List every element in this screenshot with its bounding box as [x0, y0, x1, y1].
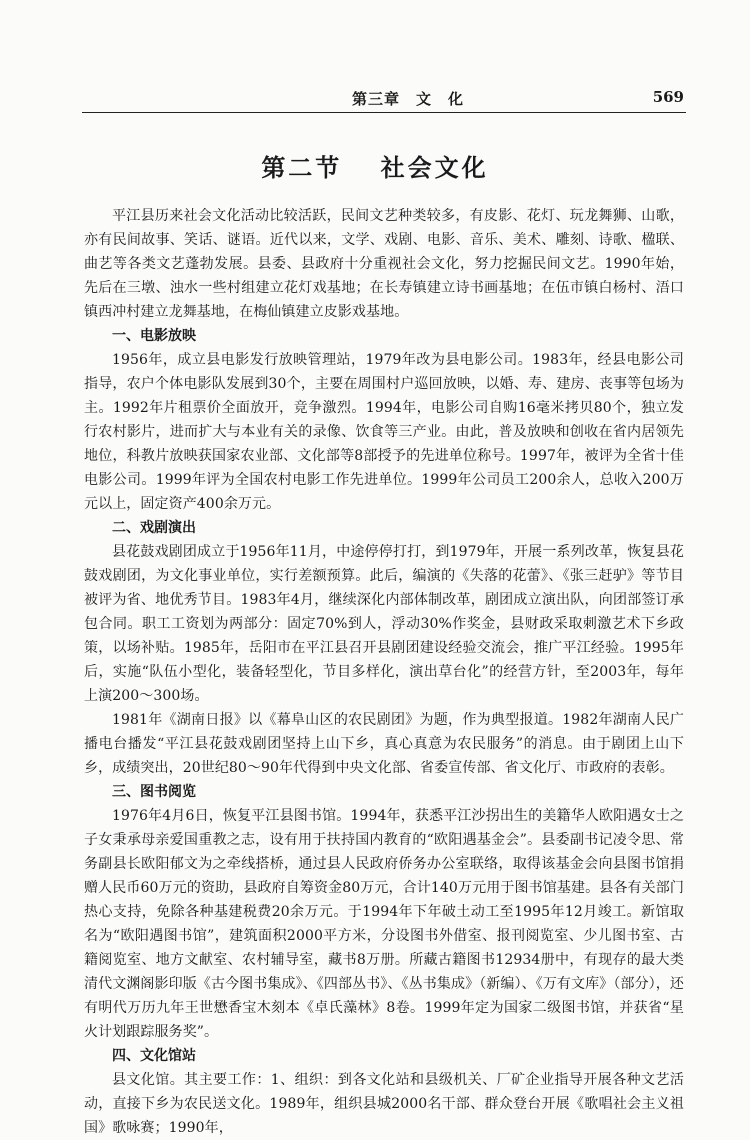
- running-header: [82, 88, 686, 113]
- film-paragraph: 1956年，成立县电影发行放映管理站，1979年改为县电影公司。1983年，经县电影公司指导，农户个体电影队发展到30个，主要在周围村户巡回放映，以婚、寿、建房、丧事等包场为主。1992年片租票价全面放开，竞争激烈。1994年，电影公司自购16毫米拷贝80个，独立发行农村影片，进而扩大与本业有关的录像、饮食等三产业。由此，普及放映和创收在省内居领先地位，科教片放映获国家农业部、文化部等8部授予的先进单位称号。1997年，被评为全省十佳电影公司。1999年评为全国农村电影工作先进单位。1999年公司员工200余人，总收入200万元以上，固定资产400余万元。: [84, 352, 684, 512]
- drama-paragraph-2: 1981年《湖南日报》以《幕阜山区的农民剧团》为题，作为典型报道。1982年湖南人民广播电台播发“平江县花鼓戏剧团坚持上山下乡，真心真意为农民服务”的消息。由于剧团上山下乡，成绩突出，20世纪80～90年代得到中央文化部、省委宣传部、省文化厅、市政府的表彰。: [84, 712, 684, 776]
- library-paragraph: 1976年4月6日，恢复平江县图书馆。1994年，获悉平江沙拐出生的美籍华人欧阳遇女士之子女秉承母亲爱国重教之志，设有用于扶持国内教育的“欧阳遇基金会”。县委副书记凌令思、常务副县长欧阳郁文为之牵线搭桥，通过县人民政府侨务办公室联络，取得该基金会向县图书馆捐赠人民币60万元的资助，县政府自筹资金80万元，合计140万元用于图书馆基建。县各有关部门热心支持，免除各种基建税费20余万元。于1994年下年破土动工至1995年12月竣工。新馆取名为“欧阳遇图书馆”，建筑面积2000平方米，分设图书外借室、报刊阅览室、少儿图书室、古籍阅览室、地方文献室、农村辅导室，藏书8万册。所藏古籍图书12934册中，有现存的最大类清代文渊阁影印版《古今图书集成》、《四部丛书》、《丛书集成》（新编）、《万有文库》（部分），还有明代万历九年王世懋香宝木刻本《卓氏藻林》8卷。1999年定为国家二级图书馆，并获省“星火计划跟踪服务奖”。: [84, 808, 684, 1040]
- heading-film-screening: 一、电影放映: [112, 328, 196, 344]
- drama-paragraph-1: 县花鼓戏剧团成立于1956年11月，中途停停打打，到1979年，开展一系列改革，恢复县花鼓戏剧团，为文化事业单位，实行差额预算。此后，编演的《失落的花蕾》、《张三赶驴》等节目被评为省、地优秀节目。1983年4月，继续深化内部体制改革，剧团成立演出队，向团部签订承包合同。职工工资划为两部分：固定70%到人，浮动30%作奖金，县财政采取刺激艺术下乡政策，以场补贴。1985年，岳阳市在平江县召开县剧团建设经验交流会，推广平江经验。1995年后，实施“队伍小型化，装备轻型化，节目多样化，演出草台化”的经营方针，至2003年，每年上演200～300场。: [84, 544, 684, 704]
- intro-paragraph: 平江县历来社会文化活动比较活跃，民间文艺种类较多，有皮影、花灯、玩龙舞狮、山歌，亦有民间故事、笑话、谜语。近代以来，文学、戏剧、电影、音乐、美术、雕刻、诗歌、楹联、曲艺等各类文艺蓬勃发展。县委、县政府十分重视社会文化，努力挖掘民间文艺。1990年始，先后在三墩、浊水一些村组建立花灯戏基地；在长寿镇建立诗书画基地；在伍市镇白杨村、浯口镇西冲村建立龙舞基地，在梅仙镇建立皮影戏基地。: [84, 208, 684, 320]
- heading-drama-performance: 二、戏剧演出: [112, 520, 196, 536]
- heading-cultural-centers: 四、文化馆站: [112, 1048, 196, 1064]
- cultural-center-paragraph: 县文化馆。其主要工作：1、组织：到各文化站和县级机关、厂矿企业指导开展各种文艺活动，直接下乡为农民送文化。1989年，组织县城2000名干部、群众登台开展《歌唱社会主义祖国》歌咏赛；1990年，: [84, 1072, 684, 1136]
- heading-library-reading: 三、图书阅览: [112, 784, 196, 800]
- section-title: 第二节 社会文化: [261, 153, 489, 182]
- page-number: 569: [652, 88, 684, 106]
- document-body: [84, 204, 684, 1140]
- chapter-title: 第三章 文 化: [352, 90, 465, 108]
